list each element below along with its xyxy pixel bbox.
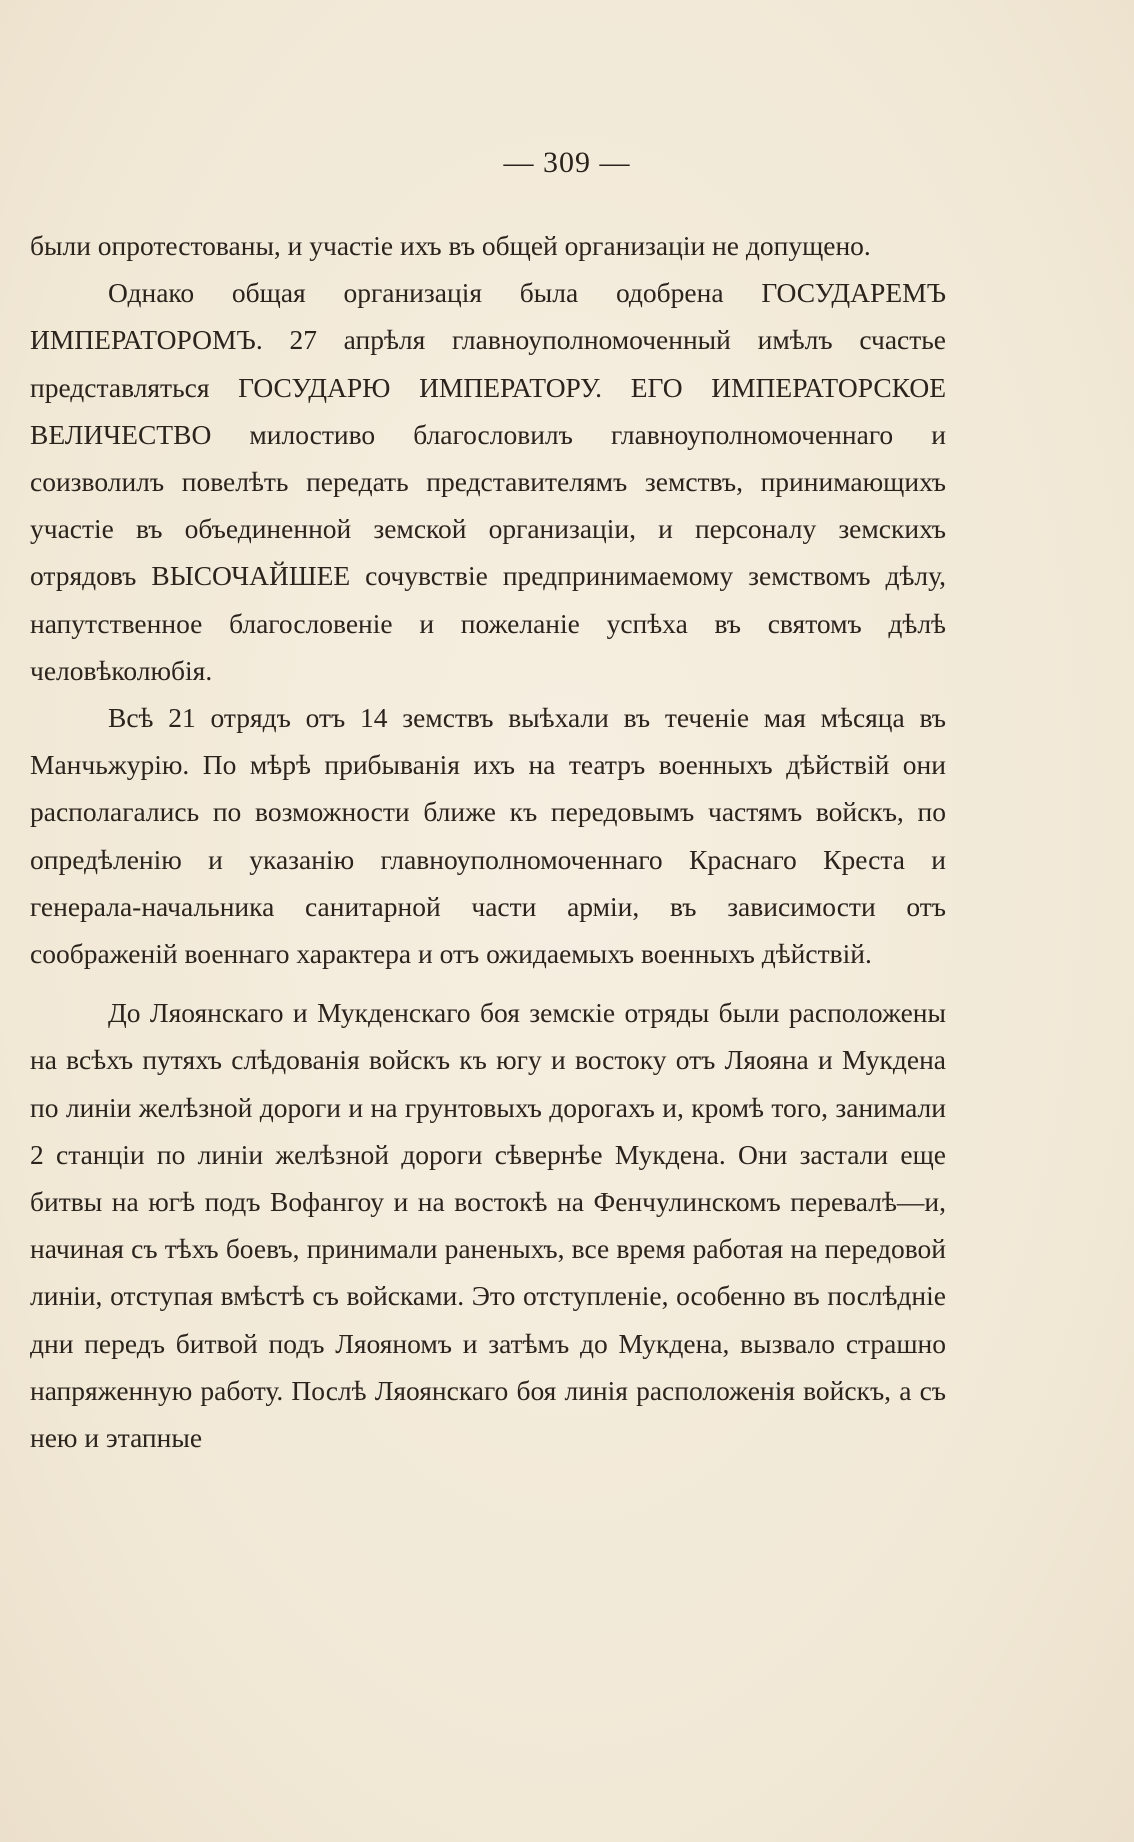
paragraph-detachments-departure: Всѣ 21 отрядъ отъ 14 земствъ выѣхали въ теченіе мая мѣсяца въ Манчьжурію. По мѣрѣ прибыванія ихъ на театръ военныхъ дѣйствій они располагались по возможности ближе къ передовымъ частямъ войскъ, по опредѣленію и указанію главноуполномоченнаго Краснаго Креста и генерала-начальника санитарной части арміи, въ зависимости отъ соображеній военнаго характера и отъ ожидаемыхъ военныхъ дѣйствій. — [30, 702, 946, 970]
page-number: — 309 — — [503, 146, 631, 179]
paragraph-continuation: были опротестованы, и участіе ихъ въ общей организаціи не допущено. — [30, 230, 871, 261]
body-text — [30, 222, 946, 1461]
paragraph-imperial-approval: Однако общая организація была одобрена ГОСУДАРЕМЪ ИМПЕРАТОРОМЪ. 27 апрѣля главноуполномоченный имѣлъ счастье представляться ГОСУДАРЮ ИМПЕРАТОРУ. ЕГО ИМПЕРАТОРСКОЕ ВЕЛИЧЕСТВО милостиво благословилъ главноуполномоченнаго и соизволилъ повелѣть передать представителямъ земствъ, принимающихъ участіе въ объединенной земской организаціи, и персоналу земскихъ отрядовъ ВЫСОЧАЙШЕЕ сочувствіе предпринимаемому земствомъ дѣлу, напутственное благословеніе и пожеланіе успѣха въ святомъ дѣлѣ человѣколюбія. — [30, 277, 946, 686]
paragraph-liaoyang-mukden: До Ляоянскаго и Мукденскаго боя земскіе отряды были расположены на всѣхъ путяхъ слѣдованія войскъ къ югу и востоку отъ Ляояна и Мукдена по линіи желѣзной дороги и на грунтовыхъ дорогахъ и, кромѣ того, занимали 2 станціи по линіи желѣзной дороги сѣвернѣе Мукдена. Они застали еще битвы на югѣ подъ Вофангоу и на востокѣ на Фенчулинскомъ перевалѣ—и, начиная съ тѣхъ боевъ, принимали раненыхъ, все время работая на передовой линіи, отступая вмѣстѣ съ войсками. Это отступленіе, особенно въ послѣдніе дни передъ битвой подъ Ляояномъ и затѣмъ до Мукдена, вызвало страшно напряженную работу. Послѣ Ляоянскаго боя линія расположенія войскъ, а съ нею и этапные — [30, 997, 946, 1454]
